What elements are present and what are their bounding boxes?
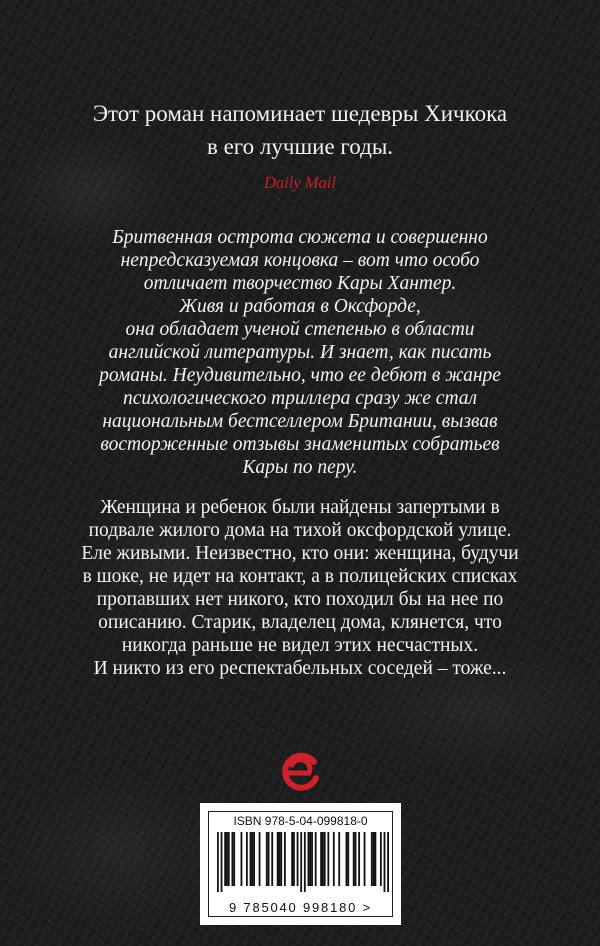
- review-line: отличает творчество Кары Хантер.: [143, 273, 457, 294]
- barcode-bar: [308, 832, 310, 886]
- synopsis-line: в шоке, не идет на контакт, а в полицейских списках: [82, 566, 518, 587]
- barcode-bar: [297, 832, 299, 886]
- barcode-bar: [353, 832, 355, 886]
- barcode-bar: [324, 832, 326, 886]
- review-line: Живя и работая в Оксфорде,: [179, 296, 421, 317]
- review-line: романы. Неудивительно, что ее дебют в жанре: [99, 365, 501, 386]
- synopsis-line: описанию. Старик, владелец дома, клянется, что: [98, 612, 502, 633]
- barcode-bar: [346, 832, 348, 886]
- synopsis-line: Женщина и ребенок были найдены запертыми в: [100, 497, 500, 518]
- review-line: национальным бестселлером Британии, вызвав: [102, 411, 498, 432]
- barcode-bar: [284, 832, 286, 886]
- barcode-bar: [300, 832, 302, 892]
- barcode-bar: [387, 832, 389, 892]
- barcode-bar: [375, 832, 377, 886]
- barcode-bar: [304, 832, 306, 892]
- barcode-bars: [217, 832, 389, 892]
- barcode-digits: [209, 900, 392, 915]
- barcode-bar: [364, 832, 366, 886]
- barcode-bar: [322, 832, 324, 886]
- barcode-bar: [280, 832, 282, 886]
- barcode-bar: [291, 832, 293, 886]
- synopsis-line: И никто из его респектабельных соседей – тоже...: [93, 658, 507, 679]
- review-line: она обладает ученой степенью в области: [125, 319, 475, 340]
- author-review: [0, 226, 600, 479]
- barcode-bar: [268, 832, 270, 886]
- barcode-bar: [217, 832, 219, 892]
- quote-line-1: Этот роман напоминает шедевры Хичкока: [92, 101, 508, 126]
- barcode-bar: [320, 832, 322, 886]
- barcode-bar: [309, 832, 311, 886]
- barcode-bar: [228, 832, 230, 886]
- barcode-bar: [347, 832, 349, 886]
- review-line: Кары по перу.: [242, 457, 358, 478]
- quote-line-2: в его лучшие годы.: [206, 134, 394, 159]
- barcode-bar: [246, 832, 248, 886]
- hitchcock-quote: [0, 97, 600, 163]
- review-line: непредсказуемая концовка – вот что особо: [120, 250, 480, 271]
- barcode-bar: [327, 832, 329, 886]
- quote-source: Daily Mail: [264, 173, 336, 192]
- synopsis-line: никогда раньше не видел этих несчастных.: [121, 635, 479, 656]
- barcode-frame: [208, 811, 393, 917]
- synopsis-line: пропавших нет никого, кто походил бы на нее по: [96, 589, 504, 610]
- barcode-digit-string: 9 785040 998180: [228, 900, 358, 915]
- barcode-bar: [293, 832, 295, 886]
- barcode-bar: [380, 832, 382, 886]
- barcode-bar: [266, 832, 268, 886]
- barcode-bar: [371, 832, 373, 886]
- synopsis-line: Еле живыми. Неизвестно, кто они: женщина, будучи: [81, 543, 519, 564]
- barcode-bar: [358, 832, 360, 886]
- synopsis-line: подвале жилого дома на тихой оксфордской улице.: [88, 520, 512, 541]
- barcode-bar: [384, 832, 386, 892]
- barcode-bar: [373, 832, 375, 886]
- barcode-bar: [221, 832, 223, 892]
- eksmo-logo-icon: [278, 750, 322, 794]
- review-line: Бритвенная острота сюжета и совершенно: [112, 227, 488, 248]
- barcode-bar: [250, 832, 252, 886]
- review-line: психологического триллера сразу же стал: [122, 388, 478, 409]
- barcode-bar: [279, 832, 281, 886]
- barcode-bar: [241, 832, 243, 886]
- barcode-bar: [231, 832, 233, 886]
- barcode-bar: [271, 832, 273, 886]
- barcode-bar: [251, 832, 253, 886]
- barcode-bar: [259, 832, 261, 886]
- barcode-bar: [355, 832, 357, 886]
- barcode-bar: [311, 832, 313, 886]
- barcode-bar: [333, 832, 335, 886]
- barcode-bar: [338, 832, 340, 886]
- barcode-bar: [253, 832, 255, 886]
- book-synopsis: [0, 496, 600, 680]
- barcode-bar: [277, 832, 279, 886]
- barcode-bar: [226, 832, 228, 886]
- isbn-number: ISBN 978-5-04-099818-0: [233, 814, 368, 828]
- isbn-barcode: [200, 803, 401, 925]
- barcode-addon-mark: >: [362, 900, 373, 915]
- barcode-bar: [315, 832, 317, 886]
- barcode-bar: [224, 832, 226, 886]
- barcode-bar: [233, 832, 235, 886]
- review-line: английской литературы. И знает, как писать: [108, 342, 492, 363]
- review-line: восторженные отзывы знаменитых собратьев: [100, 434, 500, 455]
